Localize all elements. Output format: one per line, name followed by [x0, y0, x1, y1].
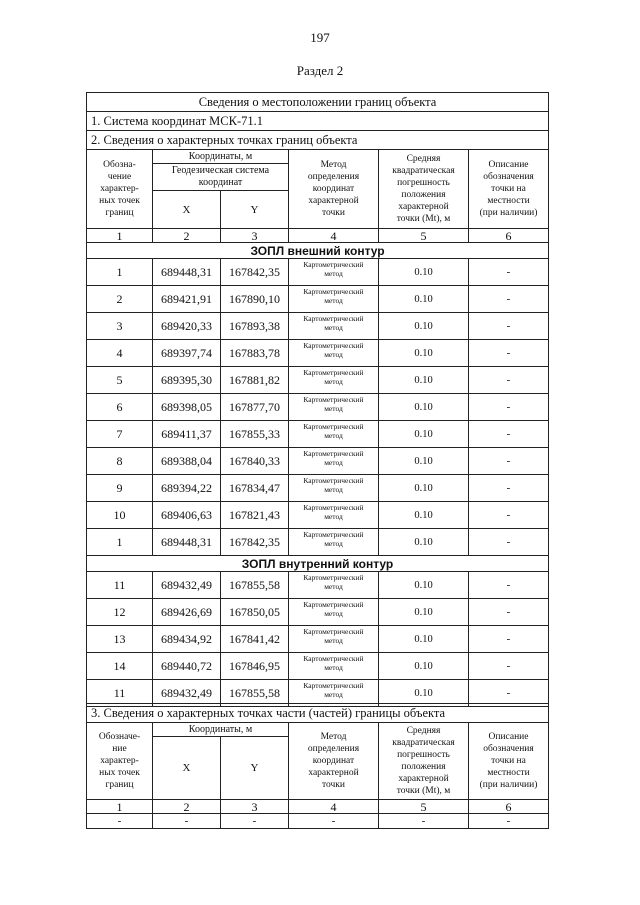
- coord-y: 167842,35: [221, 529, 289, 556]
- coord-y: 167883,78: [221, 340, 289, 367]
- description: -: [469, 653, 549, 680]
- table-row: [87, 340, 549, 367]
- header-x: X: [153, 191, 221, 229]
- column-number: 1: [87, 229, 153, 243]
- accuracy: 0.10: [379, 259, 469, 286]
- table2-header-desc: Описание обозначения точки на местности (при наличии): [469, 723, 549, 800]
- coord-y: 167850,05: [221, 599, 289, 626]
- point-number: 3: [87, 313, 153, 340]
- points-title-row: [87, 131, 549, 150]
- table2-header-x: X: [153, 737, 221, 800]
- column-number: 4: [289, 229, 379, 243]
- accuracy: 0.10: [379, 680, 469, 707]
- point-number: 12: [87, 599, 153, 626]
- coord-y: 167855,33: [221, 421, 289, 448]
- empty-cell: -: [221, 814, 289, 829]
- description: -: [469, 421, 549, 448]
- empty-cell: -: [87, 814, 153, 829]
- table2-header-point: Обозначе- ние характер- ных точек границ: [87, 723, 153, 800]
- header-geo-system: Геодезическая система координат: [153, 164, 289, 191]
- column-number: 2: [153, 800, 221, 814]
- header-point: Обозна- чение характер- ных точек границ: [87, 150, 153, 229]
- coord-y: 167842,35: [221, 259, 289, 286]
- column-number: 3: [221, 800, 289, 814]
- coord-x: 689448,31: [153, 529, 221, 556]
- point-number: 1: [87, 529, 153, 556]
- header-method: Метод определения координат характерной точки: [289, 150, 379, 229]
- method: Картометрический метод: [289, 259, 379, 286]
- point-number: 13: [87, 626, 153, 653]
- point-number: 9: [87, 475, 153, 502]
- method: Картометрический метод: [289, 421, 379, 448]
- point-number: 10: [87, 502, 153, 529]
- coord-x: 689440,72: [153, 653, 221, 680]
- coord-x: 689432,49: [153, 680, 221, 707]
- accuracy: 0.10: [379, 340, 469, 367]
- coord-x: 689434,92: [153, 626, 221, 653]
- table2-header-y: Y: [221, 737, 289, 800]
- accuracy: 0.10: [379, 448, 469, 475]
- coord-x: 689448,31: [153, 259, 221, 286]
- table-row: [87, 421, 549, 448]
- table2-header-row-1: [87, 723, 549, 737]
- coord-x: 689398,05: [153, 394, 221, 421]
- table-row: [87, 394, 549, 421]
- point-number: 11: [87, 680, 153, 707]
- coord-x: 689432,49: [153, 572, 221, 599]
- method: Картометрический метод: [289, 680, 379, 707]
- coord-y: 167834,47: [221, 475, 289, 502]
- description: -: [469, 340, 549, 367]
- coord-x: 689421,91: [153, 286, 221, 313]
- accuracy: 0.10: [379, 286, 469, 313]
- coord-y: 167846,95: [221, 653, 289, 680]
- table2-header-method: Метод определения координат характерной точки: [289, 723, 379, 800]
- table-row: [87, 286, 549, 313]
- table2-title: 3. Сведения о характерных точках части (частей) границы объекта: [87, 704, 549, 723]
- coord-x: 689394,22: [153, 475, 221, 502]
- point-number: 8: [87, 448, 153, 475]
- method: Картометрический метод: [289, 502, 379, 529]
- boundary-points-table: [86, 92, 549, 707]
- column-number: 5: [379, 800, 469, 814]
- table2-column-numbers-row: [87, 800, 549, 814]
- method: Картометрический метод: [289, 340, 379, 367]
- empty-cell: -: [289, 814, 379, 829]
- coord-x: 689411,37: [153, 421, 221, 448]
- table-title-row: [87, 93, 549, 112]
- point-number: 4: [87, 340, 153, 367]
- method: Картометрический метод: [289, 367, 379, 394]
- accuracy: 0.10: [379, 572, 469, 599]
- accuracy: 0.10: [379, 421, 469, 448]
- description: -: [469, 475, 549, 502]
- method: Картометрический метод: [289, 626, 379, 653]
- coord-y: 167893,38: [221, 313, 289, 340]
- coord-x: 689420,33: [153, 313, 221, 340]
- part-boundary-points-table: [86, 703, 549, 829]
- group-title: ЗОПЛ внешний контур: [87, 243, 549, 259]
- coord-y: 167877,70: [221, 394, 289, 421]
- table-row: [87, 259, 549, 286]
- description: -: [469, 259, 549, 286]
- accuracy: 0.10: [379, 475, 469, 502]
- coord-y: 167840,33: [221, 448, 289, 475]
- table-row: [87, 475, 549, 502]
- header-accuracy: Средняя квадратическая погрешность положения характерной точки (Mt), м: [379, 150, 469, 229]
- table-title: Сведения о местоположении границ объекта: [87, 93, 549, 112]
- column-number: 5: [379, 229, 469, 243]
- coord-y: 167821,43: [221, 502, 289, 529]
- coord-x: 689395,30: [153, 367, 221, 394]
- accuracy: 0.10: [379, 313, 469, 340]
- header-row-1: [87, 150, 549, 164]
- table2-header-coords: Координаты, м: [153, 723, 289, 737]
- method: Картометрический метод: [289, 394, 379, 421]
- accuracy: 0.10: [379, 626, 469, 653]
- point-number: 6: [87, 394, 153, 421]
- column-numbers-row: [87, 229, 549, 243]
- description: -: [469, 286, 549, 313]
- coord-x: 689406,63: [153, 502, 221, 529]
- coord-y: 167890,10: [221, 286, 289, 313]
- method: Картометрический метод: [289, 286, 379, 313]
- page-number: 197: [310, 30, 330, 45]
- table2-header-accuracy: Средняя квадратическая погрешность положения характерной точки (Mt), м: [379, 723, 469, 800]
- group-title: ЗОПЛ внутренний контур: [87, 556, 549, 572]
- description: -: [469, 599, 549, 626]
- method: Картометрический метод: [289, 653, 379, 680]
- method: Картометрический метод: [289, 599, 379, 626]
- accuracy: 0.10: [379, 653, 469, 680]
- description: -: [469, 502, 549, 529]
- column-number: 2: [153, 229, 221, 243]
- description: -: [469, 529, 549, 556]
- description: -: [469, 394, 549, 421]
- points-title: 2. Сведения о характерных точках границ объекта: [87, 131, 549, 150]
- column-number: 1: [87, 800, 153, 814]
- header-coords: Координаты, м: [153, 150, 289, 164]
- group-header-row: [87, 556, 549, 572]
- point-number: 7: [87, 421, 153, 448]
- point-number: 1: [87, 259, 153, 286]
- description: -: [469, 367, 549, 394]
- accuracy: 0.10: [379, 367, 469, 394]
- column-number: 3: [221, 229, 289, 243]
- column-number: 6: [469, 229, 549, 243]
- method: Картометрический метод: [289, 448, 379, 475]
- method: Картометрический метод: [289, 529, 379, 556]
- method: Картометрический метод: [289, 572, 379, 599]
- coord-x: 689388,04: [153, 448, 221, 475]
- coordinate-system-row: [87, 112, 549, 131]
- point-number: 5: [87, 367, 153, 394]
- description: -: [469, 572, 549, 599]
- point-number: 14: [87, 653, 153, 680]
- accuracy: 0.10: [379, 502, 469, 529]
- description: -: [469, 313, 549, 340]
- coord-x: 689426,69: [153, 599, 221, 626]
- column-number: 6: [469, 800, 549, 814]
- table-row: [87, 367, 549, 394]
- coord-x: 689397,74: [153, 340, 221, 367]
- section-title: Раздел 2: [296, 63, 344, 78]
- table-row: [87, 529, 549, 556]
- accuracy: 0.10: [379, 394, 469, 421]
- method: Картометрический метод: [289, 475, 379, 502]
- description: -: [469, 680, 549, 707]
- table-row: [87, 313, 549, 340]
- table-row: [87, 572, 549, 599]
- accuracy: 0.10: [379, 529, 469, 556]
- coord-y: 167855,58: [221, 572, 289, 599]
- header-desc: Описание обозначения точки на местности (при наличии): [469, 150, 549, 229]
- point-number: 11: [87, 572, 153, 599]
- table2-title-row: [87, 704, 549, 723]
- coord-y: 167841,42: [221, 626, 289, 653]
- description: -: [469, 626, 549, 653]
- table-row: [87, 502, 549, 529]
- group-header-row: [87, 243, 549, 259]
- coord-y: 167881,82: [221, 367, 289, 394]
- coord-y: 167855,58: [221, 680, 289, 707]
- table-row: [87, 653, 549, 680]
- header-y: Y: [221, 191, 289, 229]
- table2-empty-row: [87, 814, 549, 829]
- method: Картометрический метод: [289, 313, 379, 340]
- point-number: 2: [87, 286, 153, 313]
- empty-cell: -: [379, 814, 469, 829]
- coordinate-system: 1. Система координат МСК-71.1: [87, 112, 549, 131]
- table-row: [87, 448, 549, 475]
- description: -: [469, 448, 549, 475]
- column-number: 4: [289, 800, 379, 814]
- empty-cell: -: [153, 814, 221, 829]
- table-row: [87, 599, 549, 626]
- table-row: [87, 626, 549, 653]
- accuracy: 0.10: [379, 599, 469, 626]
- empty-cell: -: [469, 814, 549, 829]
